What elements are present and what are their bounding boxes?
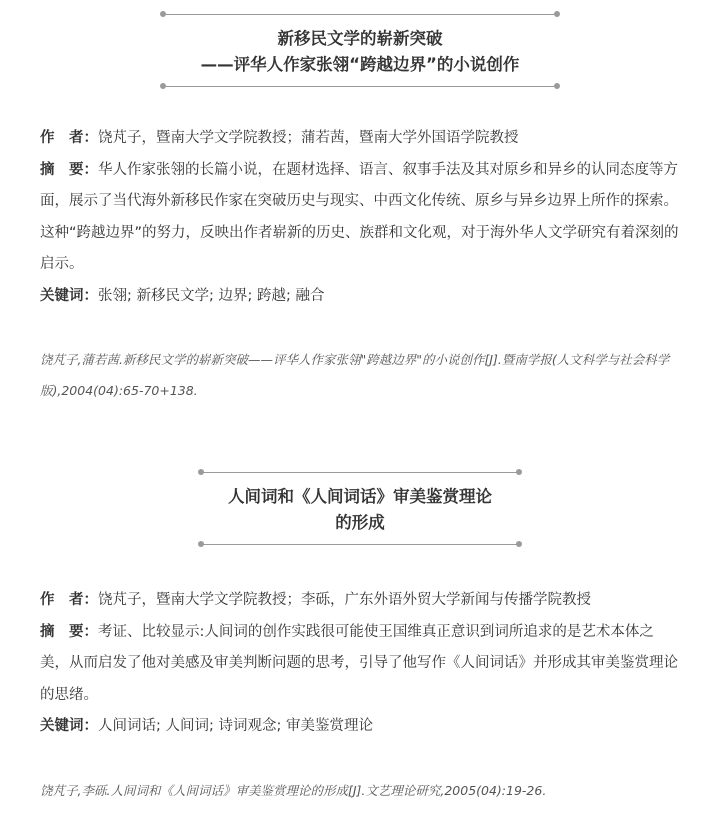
abstract-value: 华人作家张翎的长篇小说，在题材选择、语言、叙事手法及其对原乡和异乡的认同态度等方面，展示了当代海外新移民作家在突破历史与现实、中西文化传统、原乡与异乡边界上所作的探索。这种“跨越边界”的努力，反映出作者崭新的历史、族群和文化观，对于海外华人文学研究有着深刻的启示。 (40, 161, 679, 272)
title-top-rule (163, 14, 557, 15)
title-top-rule (201, 472, 519, 473)
abstract-paragraph (40, 155, 680, 281)
author-label: 作 者： (40, 592, 98, 608)
abstract-label: 摘 要： (40, 623, 98, 640)
keywords-value: 张翎; 新移民文学; 边界; 跨越; 融合 (98, 287, 325, 304)
abstract-label: 摘 要： (40, 161, 98, 178)
author-value: 饶芃子，暨南大学文学院教授；蒲若茜，暨南大学外国语学院教授 (98, 130, 519, 146)
article-title-line-2: ——评华人作家张翎“跨越边界”的小说创作 (200, 55, 520, 74)
article-title-block (201, 472, 519, 545)
keywords-line (40, 281, 680, 313)
article-1 (40, 14, 680, 406)
author-value: 饶芃子，暨南大学文学院教授；李砾，广东外语外贸大学新闻与传播学院教授 (98, 592, 591, 608)
article-title-line-1: 人间词和《人间词话》审美鉴赏理论 (228, 487, 492, 506)
article-2 (40, 472, 680, 806)
author-line (40, 123, 680, 155)
citation: 饶芃子,蒲若茜.新移民文学的崭新突破——评华人作家张翎"跨越边界"的小说创作[J].暨南学报(人文科学与社会科学版),2004(04):65-70+138. (40, 352, 670, 398)
keywords-value: 人间词话; 人间词; 诗词观念; 审美鉴赏理论 (98, 718, 373, 734)
title-bottom-rule (163, 86, 557, 87)
abstract-value: 考证、比较显示:人间词的创作实践很可能使王国维真正意识到词所追求的是艺术本体之美，从而启发了他对美感及审美判断问题的思考，引导了他写作《人间词话》并形成其审美鉴赏理论的思绪。 (40, 623, 678, 703)
citation: 饶芃子,李砾.人间词和《人间词话》审美鉴赏理论的形成[J].文艺理论研究,2005(04):19-26. (40, 782, 547, 798)
keywords-label: 关键词： (40, 718, 98, 734)
title-bottom-rule (201, 544, 519, 545)
abstract-paragraph (40, 617, 680, 712)
author-label: 作 者： (40, 130, 98, 146)
article-title-block (163, 14, 557, 87)
article-title-line-1: 新移民文学的崭新突破 (277, 29, 443, 48)
author-line (40, 585, 680, 617)
article-title-line-2: 的形成 (335, 513, 385, 532)
keywords-label: 关键词： (40, 287, 98, 304)
keywords-line (40, 711, 680, 743)
